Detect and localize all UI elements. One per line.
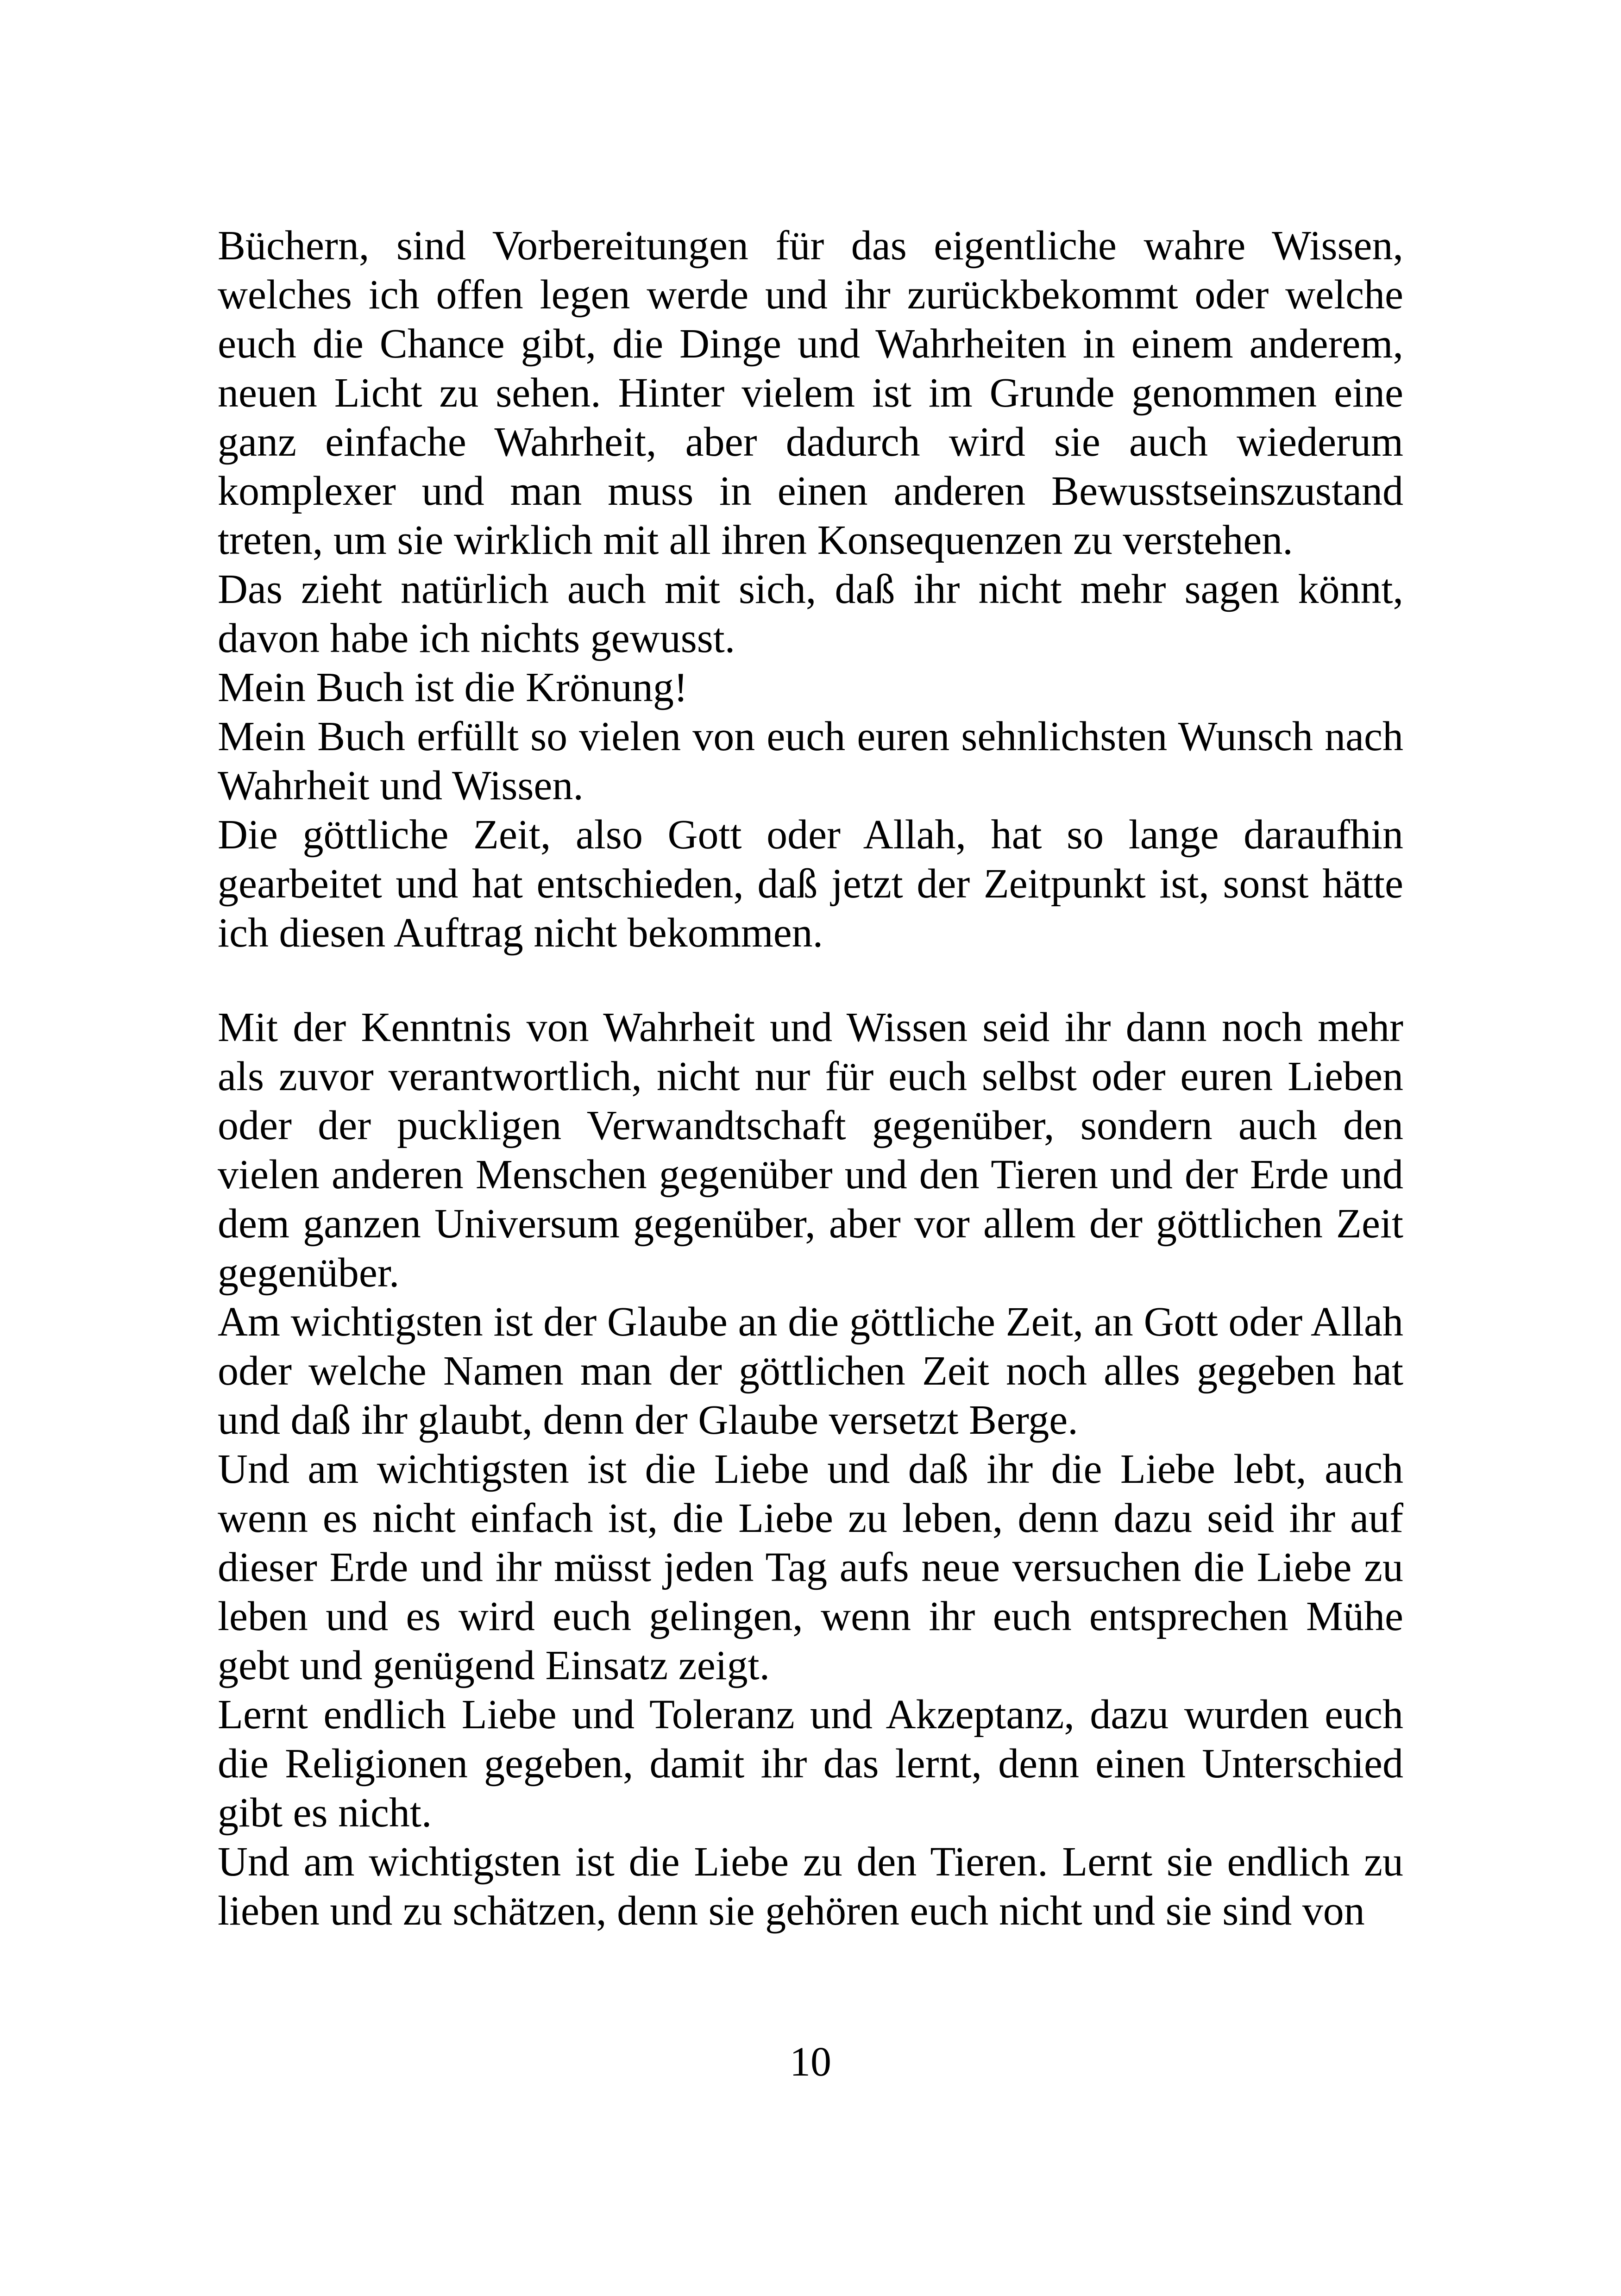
paragraph: Mein Buch ist die Krönung! [218,665,688,710]
paragraph: Büchern, sind Vorbereitungen für das eigentliche wahre Wissen, welches ich offen legen werde und ihr zurückbekommt oder welche euch die Chance gibt, die Dinge und Wahrheiten in einem anderem, neuen Licht zu sehen. Hinter vielem ist im Grunde genommen eine ganz einfache Wahrheit, aber dadurch wird sie auch wiederum komplexer und man muss in einen anderen Bewusstseinszustand treten, um sie wirklich mit all ihren Konsequenzen zu verstehen. [218,223,1403,563]
paragraph: Die göttliche Zeit, also Gott oder Allah, hat so lange daraufhin gearbeitet und hat entschieden, daß jetzt der Zeitpunkt ist, sonst hätte ich diesen Auftrag nicht bekommen. [218,812,1403,956]
paragraph: Mein Buch erfüllt so vielen von euch euren sehnlichsten Wunsch nach Wahrheit und Wissen. [218,714,1403,809]
paragraph: Und am wichtigsten ist die Liebe und daß ihr die Liebe lebt, auch wenn es nicht einfach ist, die Liebe zu leben, denn dazu seid ihr auf dieser Erde und ihr müsst jeden Tag aufs neue versuchen die Liebe zu leben und es wird euch gelingen, wenn ihr euch entsprechen Mühe gebt und genügend Einsatz zeigt. [218,1446,1403,1688]
paragraph: Mit der Kenntnis von Wahrheit und Wissen seid ihr dann noch mehr als zuvor verantwortlich, nicht nur für euch selbst oder euren Lieben oder der puckligen Verwandtschaft gegenüber, sondern auch den vielen anderen Menschen gegenüber und den Tieren und der Erde und dem ganzen Universum gegenüber, aber vor allem der göttlichen Zeit gegenüber. [218,1004,1403,1296]
paragraph: Und am wichtigsten ist die Liebe zu den Tieren. Lernt sie endlich zu lieben und zu schätzen, denn sie gehören euch nicht und sie sind von [218,1839,1403,1934]
paragraph: Das zieht natürlich auch mit sich, daß ihr nicht mehr sagen könnt, davon habe ich nichts gewusst. [218,566,1403,661]
paragraph: Lernt endlich Liebe und Toleranz und Akzeptanz, dazu wurden euch die Religionen gegeben, damit ihr das lernt, denn einen Unterschied gibt es nicht. [218,1692,1403,1836]
text-block-second [218,1003,1403,1936]
paragraph: Am wichtigsten ist der Glaube an die göttliche Zeit, an Gott oder Allah oder welche Namen man der göttlichen Zeit noch alles gegeben hat und daß ihr glaubt, denn der Glaube versetzt Berge. [218,1299,1403,1443]
text-block-first [218,221,1403,958]
page-number: 10 [790,2039,831,2085]
